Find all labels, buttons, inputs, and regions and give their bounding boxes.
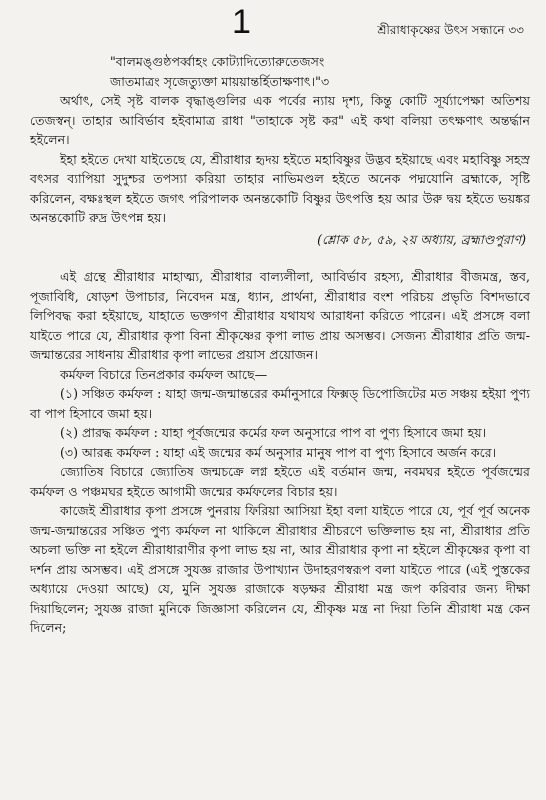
paragraph-mahavishnu: ইহা হইতে দেখা যাইতেছে যে, শ্রীরাধার হৃদয় হইতে মহাবিষ্ণুর উদ্ভব হইয়াছে এবং মহাবিষ্ণু সহস্র বৎসর ব্যাপিয়া সুদুশ্চর তপস্যা করিয়া তাহার নাভিমণ্ডল হইতে অনেক পদ্মযোনি ব্রহ্মাকে, সৃষ্টি করিলেন, বক্ষঃস্থল হইতে জগৎ পরিপালক অনন্তকোটি বিষ্ণুর উৎপত্তি হয় আর উরু দ্বয় হইতে ভয়ঙ্কর অনন্তকোটি রুদ্র উৎপন্ন হয়। [30,151,530,225]
section-gap [30,249,530,267]
source-citation: (শ্লোক ৫৮, ৫৯, ২য় অধ্যায়, ব্রহ্মাণ্ডপুরাণ) [317,231,526,247]
list-item-prarabdha: (২) প্রারদ্ধ কর্মফল : যাহা পূর্বজন্মের কর্মের ফল অনুসারে পাপ বা পুণ্য হিসাবে জমা হয়। [60,425,487,440]
running-header: শ্রীরাধাকৃষ্ণের উৎস সন্ধানে ৩৩ [377,23,524,37]
sanskrit-quote-line-2: জাতমাত্রং সৃজেত্যুক্তা মায়য়ান্তর্হিতাক্ষণাৎ।"৩ [110,73,330,89]
list-item-sanchita: (১) সঞ্চিত কর্মফল : যাহা জন্ম-জন্মান্তরের কর্মানুসারে ফিক্সড্ ডিপোজিটের মত সঞ্চয় হইয়া পুণ্য বা পাপ হিসাবে জমা হয়। [30,386,530,421]
paragraph-karmaphal-intro: কর্মফল বিচারে তিনপ্রকার কর্মফল আছে— [60,366,268,382]
page-number: 1 [232,3,251,41]
paragraph-meaning: অর্থাৎ, সেই সৃষ্ট বালক বৃদ্ধাঙ্গুলির এক পর্বের ন্যায় দৃশ্য, কিন্তু কোটি সূর্য্যাপেক্ষা অতিশয় তেজস্বন্। তাহার আবির্ভাব হইবামাত্র রাধা "তাহাকে সৃষ্ট কর" এই কথা বলিয়া তৎক্ষণাৎ অন্তর্দ্ধান হইলেন। [30,93,530,147]
paragraph-jyotish: জ্যোতিষ বিচারে জ্যোতিষ জন্মচক্রে লগ্ন হইতে এই বর্তমান জন্ম, নবমঘর হইতে পূর্বজন্মের কর্মফল ও পঞ্চমঘর হইতে আগামী জন্মের কর্মফলের বিচার হয়। [30,464,530,499]
list-item-arabdha: (৩) আরব্ধ কর্মফল : যাহা এই জন্মের কর্ম অনুসার মানুষ পাপ বা পুণ্য হিসাবে অর্জন করে। [60,444,497,460]
paragraph-radha-kripa: কাজেই শ্রীরাধার কৃপা প্রসঙ্গে পুনরায় ফিরিয়া আসিয়া ইহা বলা যাইতে পারে যে, পূর্ব পূর্ব অনেক জন্ম-জন্মান্তরের সঞ্চিত পুণ্য কর্মফল না থাকিলে শ্রীরাধার শ্রীচরণে ভক্তিলাভ হয় না, শ্রীরাধার প্রতি অচলা ভক্তি না হইলে শ্রীরাধারাণীর কৃপা লাভ হয় না, আর শ্রীরাধার কৃপা না হইলে শ্রীকৃষ্ণের কৃপা বা দর্শন প্রায় অসম্ভব। এই প্রসঙ্গে সুযজ্ঞ রাজার উপাখ্যান উদাহরণস্বরূপ বলা যাইতে পারে (এই পুস্তকের অধ্যায়ে দেওয়া আছে) যে, মুনি সুযজ্ঞ রাজাকে ষড়ক্ষর শ্রীরাধা মন্ত্র জপ করিবার জন্য দীক্ষা দিয়াছিলেন; সুযজ্ঞ রাজা মুনিকে জিজ্ঞাসা করিলেন যে, শ্রীকৃষ্ণ মন্ত্র না দিয়া তিনি শ্রীরাধা মন্ত্র কেন দিলেন; [30,503,530,635]
sanskrit-quote-line-1: "বালমঙ্গুষ্ঠপর্ব্বাহং কোট্যাদিত্যোরুতেজসং [110,54,325,69]
paragraph-book-contents: এই গ্রন্থে শ্রীরাধার মাহাত্ম্য, শ্রীরাধার বাল্যলীলা, আবির্ভাব রহস্য, শ্রীরাধার বীজমন্ত্র, স্তব, পূজাবিধি, ষোড়শ উপাচার, নিবেদন মন্ত্র, ধ্যান, প্রার্থনা, শ্রীরাধার বংশ পরিচয় প্রভৃতি বিশদভাবে লিপিবদ্ধ করা হইয়াছে, যাহাতে ভক্তগণ শ্রীরাধার যথাযথ আরাধনা করিতে পারেন। এই প্রসঙ্গে বলা যাইতে পারে যে, শ্রীরাধার কৃপা বিনা শ্রীকৃষ্ণের কৃপা লাভ প্রায় অসম্ভব। সেজন্য শ্রীরাধার প্রতি জন্ম-জন্মান্তরের সাধনায় শ্রীরাধার কৃপা লাভের প্রয়াস প্রয়োজন। [30,269,530,362]
page-body [30,52,530,638]
